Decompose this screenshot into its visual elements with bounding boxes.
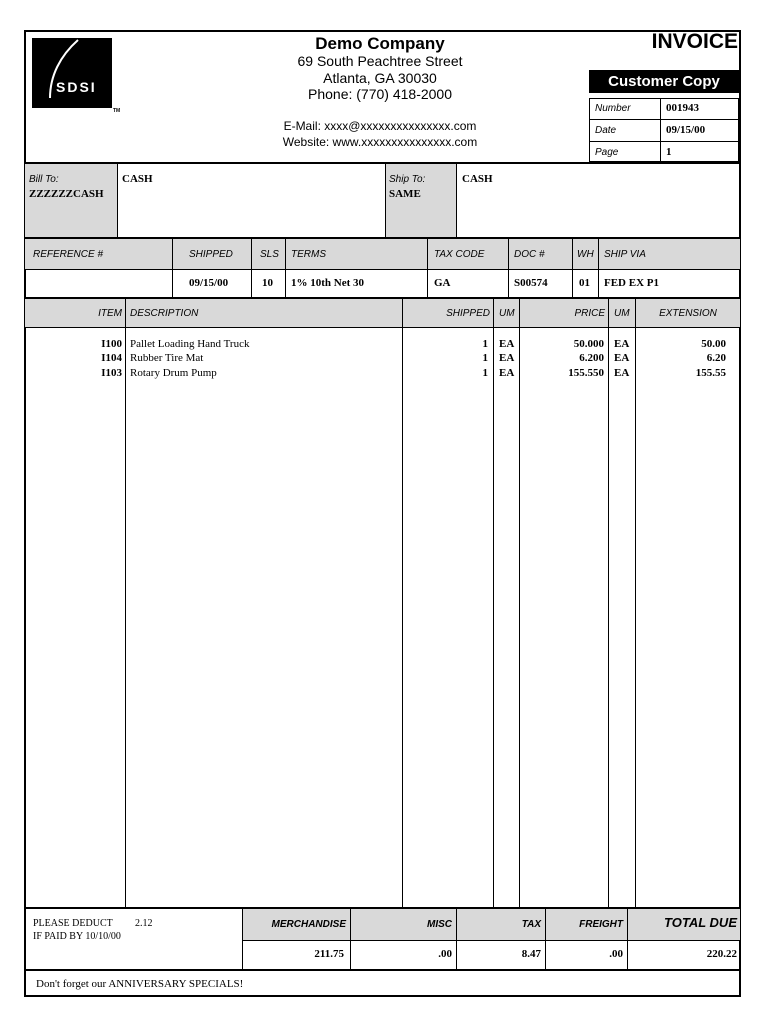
line-item-um-2: EA (614, 367, 630, 379)
order-header-ship-via: SHIP VIA (604, 249, 646, 260)
company-address-1: 69 South Peachtree Street (297, 53, 463, 69)
bill-to-code: ZZZZZZCASH (29, 188, 104, 200)
order-shipped: 09/15/00 (189, 277, 229, 289)
logo-swoosh-icon (32, 38, 112, 108)
line-header-description: DESCRIPTION (130, 308, 199, 319)
customer-copy-banner: Customer Copy (589, 70, 739, 93)
order-header-sls: SLS (260, 249, 279, 260)
order-doc: S00574 (514, 277, 548, 289)
line-header-um-2: UM (614, 308, 630, 319)
order-header-tax-code: TAX CODE (434, 249, 485, 260)
order-wh: 01 (579, 277, 590, 289)
order-sls: 10 (262, 277, 273, 289)
freight-label: FREIGHT (579, 919, 623, 930)
line-item-extension: 155.55 (695, 367, 726, 379)
line-item-shipped: 1 (482, 338, 488, 350)
total-due-amount: 220.22 (706, 948, 737, 960)
invoice-title: INVOICE (651, 30, 738, 53)
deduct-paid-by: IF PAID BY 10/10/00 (33, 931, 121, 942)
line-item-code: I104 (101, 352, 122, 364)
invoice-number: 001943 (666, 102, 699, 114)
line-item-code: I103 (101, 367, 122, 379)
line-item-extension: 6.20 (706, 352, 726, 364)
order-header-reference: REFERENCE # (33, 249, 104, 260)
line-header-um: UM (499, 308, 515, 319)
order-header-shipped: SHIPPED (189, 249, 233, 260)
line-header-shipped: SHIPPED (446, 308, 490, 319)
line-header-extension: EXTENSION (659, 308, 717, 319)
order-header-terms: TERMS (291, 249, 326, 260)
merchandise-label: MERCHANDISE (271, 919, 346, 930)
deduct-label: PLEASE DEDUCT (33, 918, 113, 929)
company-phone: Phone: (770) 418-2000 (308, 86, 452, 102)
line-item-um: EA (499, 367, 515, 379)
ship-to-code: SAME (389, 188, 421, 200)
misc-amount: .00 (438, 948, 452, 960)
ship-to-name: CASH (462, 173, 493, 185)
tax-label: TAX (521, 919, 541, 930)
company-website: Website: www.xxxxxxxxxxxxxxx.com (282, 135, 478, 149)
order-header-wh: WH (577, 249, 594, 260)
invoice-date-label: Date (595, 125, 617, 136)
bill-to-name: CASH (122, 173, 153, 185)
line-item-shipped: 1 (482, 367, 488, 379)
line-item-code: I100 (101, 338, 122, 350)
invoice-number-label: Number (595, 103, 631, 114)
line-item-price: 6.200 (579, 352, 604, 364)
company-address-2: Atlanta, GA 30030 (323, 70, 437, 86)
tax-amount: 8.47 (521, 948, 541, 960)
order-header-doc: DOC # (514, 249, 545, 260)
line-item-um-2: EA (614, 352, 630, 364)
line-item-um: EA (499, 338, 515, 350)
line-item-description: Rubber Tire Mat (130, 352, 204, 364)
logo-text: SDSI (56, 79, 97, 95)
line-item-price: 155.550 (568, 367, 604, 379)
line-item-price: 50.000 (573, 338, 604, 350)
line-item-um-2: EA (614, 338, 630, 350)
line-header-price: PRICE (574, 308, 605, 319)
logo-trademark: TM (113, 108, 121, 114)
company-logo (32, 38, 112, 108)
bill-to-label: Bill To: (29, 174, 59, 185)
total-due-label: TOTAL DUE (664, 915, 737, 930)
invoice-page-label: Page (595, 147, 619, 158)
freight-amount: .00 (609, 948, 623, 960)
footer-note: Don't forget our ANNIVERSARY SPECIALS! (36, 978, 244, 990)
ship-to-label: Ship To: (389, 174, 426, 185)
misc-label: MISC (427, 919, 452, 930)
line-item-description: Rotary Drum Pump (130, 367, 217, 379)
line-item-extension: 50.00 (701, 338, 726, 350)
order-ship-via: FED EX P1 (604, 277, 659, 289)
merchandise-amount: 211.75 (314, 948, 344, 960)
invoice-page: 1 (666, 146, 672, 158)
line-item-um: EA (499, 352, 515, 364)
company-email: E-Mail: xxxx@xxxxxxxxxxxxxxx.com (283, 119, 477, 133)
order-tax-code: GA (434, 277, 451, 289)
invoice-date: 09/15/00 (666, 124, 706, 136)
deduct-amount: 2.12 (135, 918, 153, 929)
company-name: Demo Company (315, 34, 445, 53)
order-terms: 1% 10th Net 30 (291, 277, 365, 289)
line-item-description: Pallet Loading Hand Truck (130, 338, 250, 350)
line-header-item: ITEM (98, 308, 122, 319)
line-item-shipped: 1 (482, 352, 488, 364)
